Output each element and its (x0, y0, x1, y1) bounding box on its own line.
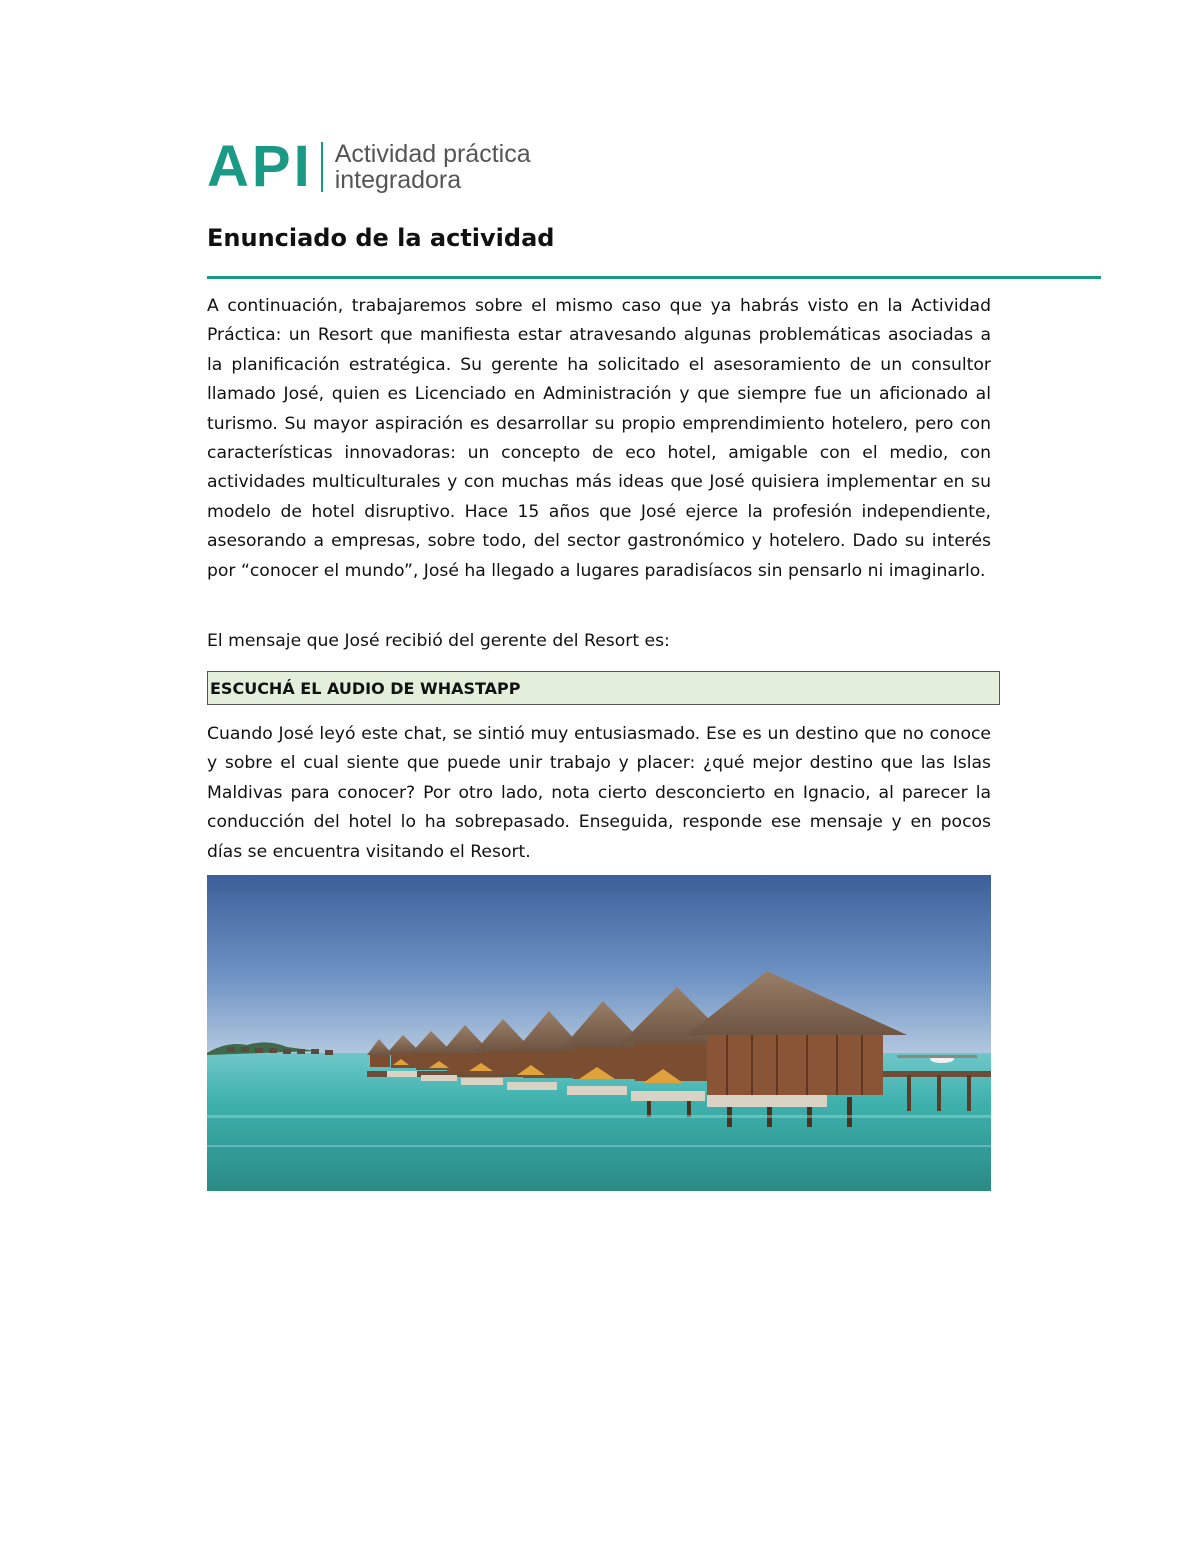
logo-mark: API (207, 134, 313, 199)
after-paragraph: Cuando José leyó este chat, se sintió muy entusiasmado. Ese es un destino que no conoce y sobre el cual siente que puede unir trabajo y placer: ¿qué mejor destino que las Islas Maldivas para conocer? Por otro lado, nota cierto desconcierto en Ignacio, al parecer la conducción del hotel lo ha sobrepasado. Enseguida, responde ese mensaje y en pocos días se encuentra visitando el Resort. (207, 724, 991, 862)
api-logo (207, 134, 531, 199)
logo-text-line2: integradora (334, 166, 462, 194)
overwater-bungalows-photo (207, 875, 991, 1191)
logo-text-line1: Actividad práctica (334, 140, 531, 168)
audio-box-label: ESCUCHÁ EL AUDIO DE WHASTAPP (210, 678, 521, 698)
title-divider (207, 276, 1101, 279)
message-intro-paragraph: El mensaje que José recibió del gerente del Resort es: (207, 631, 670, 651)
intro-paragraph: A continuación, trabajaremos sobre el mismo caso que ya habrás visto en la Actividad Práctica: un Resort que manifiesta estar atravesando algunas problemáticas asociadas a la planificación estratégica. Su gerente ha solicitado el asesoramiento de un consultor llamado José, quien es Licenciado en Administración y que siempre fue un aficionado al turismo. Su mayor aspiración es desarrollar su propio emprendimiento hotelero, pero con características innovadoras: un concepto de eco hotel, amigable con el medio, con actividades multiculturales y con muchas más ideas que José quisiera implementar en su modelo de hotel disruptivo. Hace 15 años que José ejerce la profesión independiente, asesorando a empresas, sobre todo, del sector gastronómico y hotelero. Dado su interés por “conocer el mundo”, José ha llegado a lugares paradisíacos sin pensarlo ni imaginarlo. (207, 296, 991, 581)
logo-text (335, 141, 531, 193)
audio-whatsapp-box[interactable] (207, 671, 1000, 705)
page-title: Enunciado de la actividad (207, 224, 555, 252)
logo-divider (321, 142, 323, 192)
